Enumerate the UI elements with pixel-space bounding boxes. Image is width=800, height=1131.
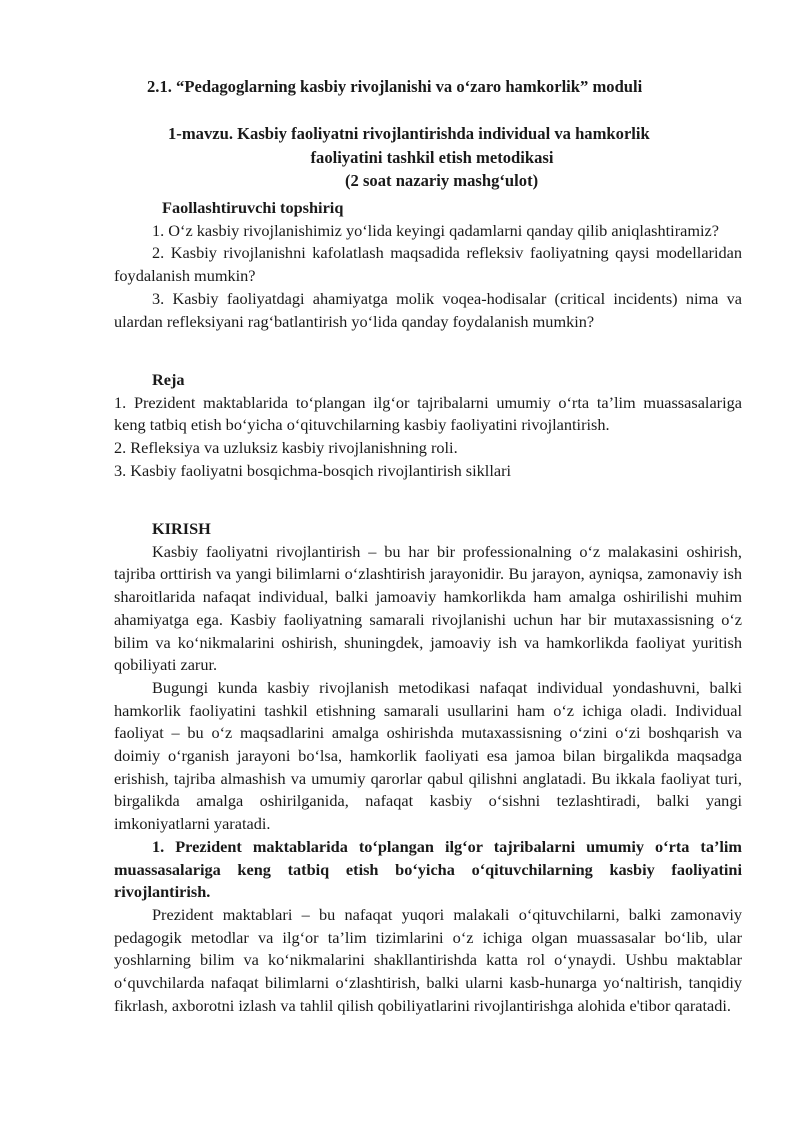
intro-paragraph: Kasbiy faoliyatni rivojlantirish – bu har bir professionalning o‘z malakasini oshirish, tajriba orttirish va yangi bilimlarni o‘zlashtirish jarayonidir. Bu jarayon, ayniqsa, zamonaviy ish sharoitlarida nafaqat individual, balki jamoaviy hamkorlikda ham amalga oshirilishi muhim ahamiyatga ega. Kasbiy faoliyatning samarali rivojlanishi uchun har bir mutaxassisning o‘z bilim va ko‘nikmalarini oshirish, shuningdek, jamoaviy ish va hamkorlikda faoliyat yuritish qobiliyati zarur. — [114, 541, 742, 675]
plan — [114, 369, 742, 483]
activating-task-item: 3. Kasbiy faoliyatdagi ahamiyatga molik voqea-hodisalar (critical incidents) nima va ulardan refleksiyani rag‘batlantirish yo‘lida qanday foydalanish mumkin? — [114, 288, 742, 331]
plan-item: 1. Prezident maktablarida to‘plangan ilg‘or tajribalarni umumiy o‘rta ta’lim muassasalariga keng tatbiq etish bo‘yicha o‘qituvchilarning kasbiy faoliyatini rivojlantirish. — [114, 392, 742, 435]
section-1-heading: 1. Prezident maktablarida to‘plangan ilg‘or tajribalarni umumiy o‘rta ta’lim muassasalariga keng tatbiq etish bo‘yicha o‘qituvchilarning kasbiy faoliyatini rivojlantirish. — [114, 836, 742, 902]
introduction — [114, 518, 742, 1017]
intro-paragraph: Bugungi kunda kasbiy rivojlanish metodikasi nafaqat individual yondashuvni, balki hamkorlik faoliyatini tashkil etishning samarali usullarini ham o‘z ichiga oladi. Individual faoliyat – bu o‘z maqsadlarini amalga oshirishda mutaxassisning o‘zini o‘zi boshqarish va doimiy o‘rganish jarayoni bo‘lsa, hamkorlik faoliyati esa jamoa bilan birgalikda maqsadga erishish, tajriba almashish va umumiy qarorlar qabul qilishni anglatadi. Bu ikkala faoliyat turi, birgalikda amalga oshirilganida, nafaqat kasbiy o‘sishni tezlashtiradi, balki yangi imkoniyatlarni yaratadi. — [114, 677, 742, 834]
section-title: 2.1. “Pedagoglarning kasbiy rivojlanishi va o‘zaro hamkorlik” moduli — [147, 77, 643, 96]
topic-title-line-2: faoliyatini tashkil etish metodikasi — [310, 147, 554, 167]
topic-hours: (2 soat nazariy mashg‘ulot) — [345, 171, 539, 190]
topic-title-line-1: 1-mavzu. Kasbiy faoliyatni rivojlantirishda individual va hamkorlik — [168, 124, 650, 143]
activating-task-item: 2. Kasbiy rivojlanishni kafolatlash maqsadida refleksiv faoliyatning qaysi modellaridan foydalanish mumkin? — [114, 243, 742, 286]
section-1-paragraph: Prezident maktablari – bu nafaqat yuqori malakali o‘qituvchilarni, balki zamonaviy pedagogik metodlar va ilg‘or ta’lim tizimlarini o‘z ichiga olgan muassasalar bo‘lib, ular yoshlarning bilim va ko‘nikmalarini shakllantirishda katta rol o‘ynaydi. Ushbu maktablar o‘quvchilarda nafaqat bilimlarni o‘zlashtirish, balki ularni kasb-hunarga yo‘naltirish, tanqidiy fikrlash, axborotni izlash va tahlil qilish qobiliyatlarini rivojlantirishga alohida e'tibor qaratadi. — [114, 904, 742, 1015]
topic-title — [114, 122, 742, 193]
intro-heading: KIRISH — [152, 519, 211, 538]
plan-item: 2. Refleksiya va uzluksiz kasbiy rivojlanishning roli. — [114, 438, 458, 458]
activating-task-item: 1. O‘z kasbiy rivojlanishimiz yo‘lida keyingi qadamlarni qanday qilib aniqlashtiramiz? — [152, 220, 719, 240]
activating-task-heading: Faollashtiruvchi topshiriq — [162, 198, 344, 217]
plan-heading: Reja — [152, 370, 185, 389]
plan-item: 3. Kasbiy faoliyatni bosqichma-bosqich rivojlantirish sikllari — [114, 460, 512, 480]
activating-task — [114, 197, 742, 333]
